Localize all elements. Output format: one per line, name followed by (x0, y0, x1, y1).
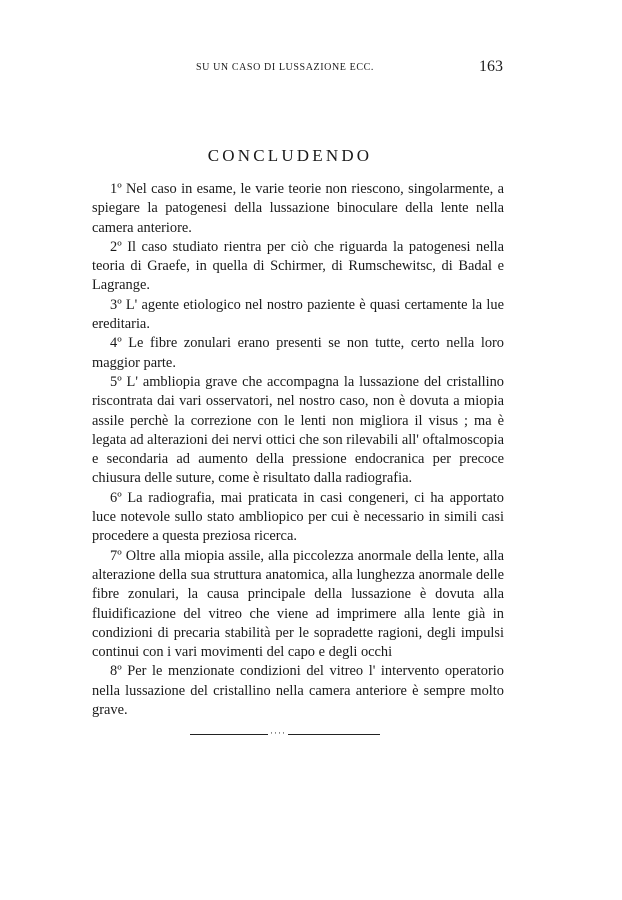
page-number: 163 (479, 58, 503, 75)
paragraph-7: 7º Oltre alla miopia assile, alla piccolezza anormale della lente, alla alterazione della sua struttura anatomica, alla lunghezza anormale delle fibre zonulari, la causa principale della lussazione è dovuta alla fluidificazione del vitreo che viene ad imprimere alla lente già in condizioni di precaria stabilità per le sopradette ragioni, degli impulsi continui con i vari movimenti del capo e degli occhi (92, 547, 504, 661)
paragraph-5: 5º L' ambliopia grave che accompagna la lussazione del cristallino riscontrata dai vari osservatori, nel nostro caso, non è dovuta a miopia assile perchè la correzione con le lenti non migliora il visus ; ma è legata ad alterazioni dei nervi ottici che son rilevabili all' oftalmoscopia e secondaria ad aumento della pressione endocranica per precoce chiusura delle suture, come è risultato dalla radiografia. (92, 373, 504, 487)
body-text (92, 180, 504, 720)
paragraph-8: 8º Per le menzionate condizioni del vitreo l' intervento operatorio nella lussazione del cristallino nella camera anteriore è sempre molto grave. (92, 663, 504, 719)
paragraph-4: 4º Le fibre zonulari erano presenti se non tutte, certo nella loro maggior parte. (92, 335, 504, 371)
paragraph-2: 2º Il caso studiato rientra per ciò che riguarda la patogenesi nella teoria di Graefe, in quella di Schirmer, di Rumschewitsc, di Badal e Lagrange. (92, 238, 504, 294)
paragraph-3: 3º L' agente etiologico nel nostro paziente è quasi certamente la lue ereditaria. (92, 296, 504, 333)
paragraph-1: 1º Nel caso in esame, le varie teorie non riescono, singolarmente, a spiegare la patogenesi della lussazione binoculare della lente nella camera anteriore. (92, 181, 504, 236)
running-head: SU UN CASO DI LUSSAZIONE ECC. (196, 62, 374, 73)
end-rule-ornament: ···· (270, 728, 286, 738)
section-title: CONCLUDENDO (207, 146, 373, 165)
paragraph-6: 6º La radiografia, mai praticata in casi congeneri, ci ha apportato luce notevole sullo stato ambliopico per cui è necessario in simili casi procedere a questa preziosa ricerca. (92, 489, 504, 545)
